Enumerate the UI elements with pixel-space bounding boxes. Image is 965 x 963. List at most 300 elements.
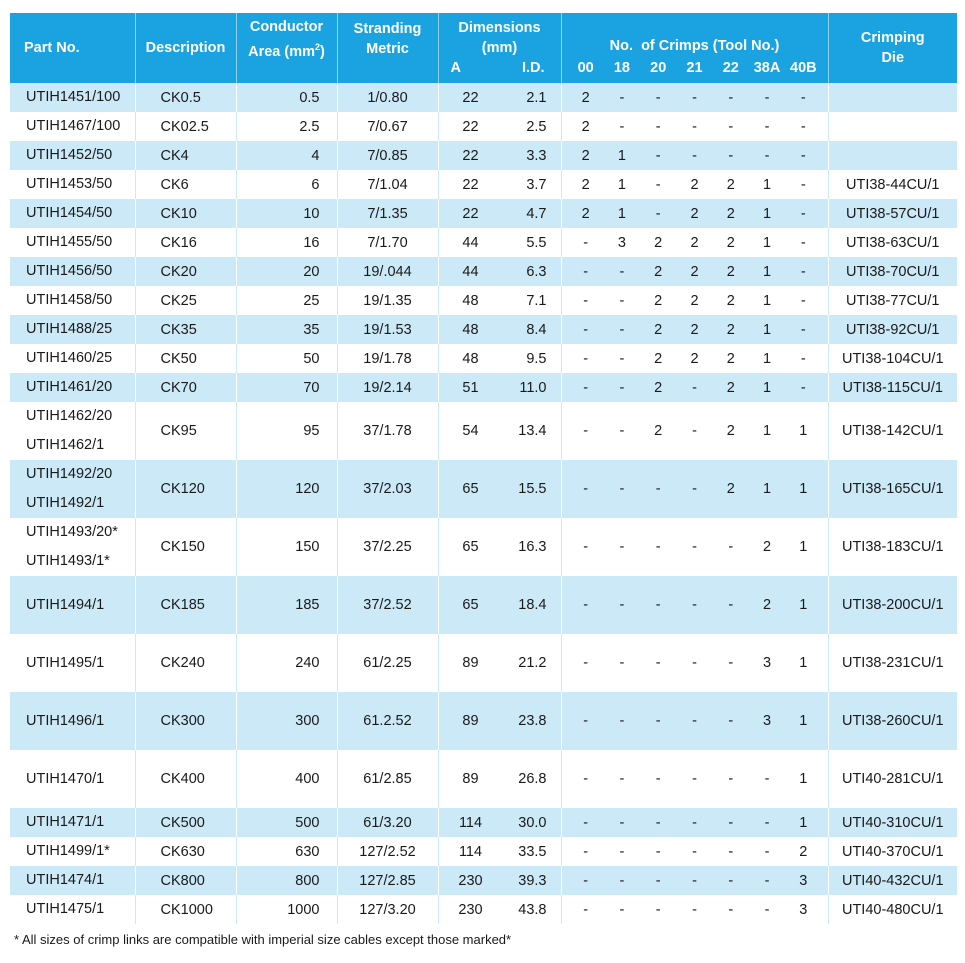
crimp-count-40b: - [800,205,806,222]
part-number: UTIH1458/50 [26,292,113,308]
crimp-count-38a: 1 [763,321,772,338]
crimping-die-cell: UTI40-432CU/1 [828,866,957,895]
crimp-count-21: - [692,379,697,396]
description-cell: CK300 [135,692,236,750]
part-number: UTIH1470/1 [26,770,105,787]
crimp-count-18: - [619,713,625,729]
conductor-area-cell: 70 [236,373,337,402]
dimension-id: 30.0 [518,814,547,831]
crimps-cell [561,170,828,199]
crimp-link-table [10,13,957,924]
crimp-count-22: 2 [726,481,735,497]
crimp-count-20: 2 [654,292,663,309]
crimp-count-22: - [728,814,734,831]
conductor-area-cell: 16 [236,228,337,257]
crimp-count-00: - [583,539,589,555]
dimensions-cell [438,315,561,344]
crimp-count-40b: 1 [799,597,808,613]
part-number-cell [10,402,135,460]
description-cell: CK02.5 [135,112,236,141]
crimp-count-38a: 1 [763,350,772,367]
dimension-id: 21.2 [518,655,547,671]
crimp-count-21: - [692,655,697,671]
crimp-count-22: - [728,843,734,860]
dimensions-cell [438,257,561,286]
crimp-count-18: - [619,350,625,367]
crimps-cell [561,866,828,895]
description-cell: CK0.5 [135,83,236,112]
crimping-die-cell: UTI40-281CU/1 [828,750,957,808]
part-number-cell [10,199,135,228]
dimension-id: 33.5 [518,843,547,860]
part-number-cell [10,257,135,286]
crimp-count-00: 2 [581,205,590,222]
crimping-die-cell [828,141,957,170]
crimps-cell [561,286,828,315]
crimp-count-18: - [619,379,625,396]
description-cell: CK120 [135,460,236,518]
crimping-die-cell [828,112,957,141]
part-number: UTIH1495/1 [26,654,105,671]
part-number: UTIH1492/1 [26,495,105,511]
part-number: UTIH1475/1 [26,901,105,917]
description-cell: CK50 [135,344,236,373]
header-dimensions-line2: (mm) [481,40,518,56]
crimps-cell [561,83,828,112]
crimps-cell [561,402,828,460]
crimp-count-22: - [728,872,734,889]
crimp-count-21: 2 [690,350,699,367]
crimp-count-22: 2 [726,176,735,193]
table-row [10,518,957,576]
crimp-count-38a: 3 [763,655,772,671]
description-cell: CK6 [135,170,236,199]
crimp-count-20: - [655,205,661,222]
table-row [10,402,957,460]
dimension-id: 26.8 [518,771,547,787]
dimensions-cell [438,228,561,257]
crimp-count-38a: - [764,872,770,889]
crimp-count-22: - [728,771,734,787]
crimps-cell [561,808,828,837]
table-row [10,866,957,895]
crimp-count-38a: 1 [763,234,772,251]
dimension-a: 22 [462,147,479,164]
dimension-a: 48 [462,321,479,338]
header-tool-40b: 40B [790,60,817,76]
crimp-count-22: 2 [726,205,735,222]
stranding-cell: 7/1.04 [337,170,438,199]
header-dim-id: I.D. [521,60,545,76]
crimps-cell [561,634,828,692]
header-conductor-line1: Conductor [249,18,324,35]
crimps-cell [561,460,828,518]
part-number: UTIH1462/1 [26,437,105,453]
crimp-count-38a: 1 [763,205,772,222]
crimp-count-20: - [655,147,661,164]
dimensions-cell [438,692,561,750]
crimp-count-40b: 3 [799,901,808,918]
crimp-count-20: - [655,89,661,106]
header-tool-38a: 38A [753,60,781,76]
header-conductor-close: ) [320,43,325,60]
part-number: UTIH1460/25 [26,350,113,366]
header-tool-20: 20 [650,60,667,76]
crimp-count-40b: 1 [799,655,808,671]
conductor-area-cell: 400 [236,750,337,808]
crimp-count-40b: - [800,89,806,106]
crimp-count-21: 2 [690,176,699,193]
description-cell: CK500 [135,808,236,837]
crimp-count-18: - [619,292,625,309]
crimp-count-22: - [728,655,734,671]
crimp-count-18: - [619,321,625,338]
crimp-count-21: - [692,118,697,135]
dimensions-cell [438,373,561,402]
crimping-die-cell: UTI38-104CU/1 [828,344,957,373]
description-cell: CK800 [135,866,236,895]
dimension-a: 89 [462,713,479,729]
header-tool-00: 00 [577,60,594,76]
part-number: UTIH1453/50 [26,176,113,192]
crimping-die-cell: UTI38-44CU/1 [828,170,957,199]
crimp-count-40b: 2 [799,843,808,860]
crimp-count-22: 2 [726,263,735,280]
crimp-count-40b: - [800,263,806,280]
description-cell: CK25 [135,286,236,315]
crimp-count-20: - [655,713,661,729]
conductor-area-cell: 120 [236,460,337,518]
crimp-count-38a: - [764,901,770,918]
crimp-count-38a: - [764,843,770,860]
dimension-id: 39.3 [518,872,547,889]
crimp-count-22: - [728,118,734,135]
crimps-cell [561,141,828,170]
crimp-count-21: 2 [690,263,699,280]
crimp-count-18: - [619,423,625,439]
stranding-cell: 61/2.25 [337,634,438,692]
crimp-count-00: - [583,379,589,396]
table-row [10,112,957,141]
crimp-count-20: 2 [654,263,663,280]
description-cell: CK35 [135,315,236,344]
crimp-count-40b: 1 [799,814,808,831]
crimp-count-21: - [692,872,697,889]
crimp-count-20: - [655,118,661,135]
dimension-id: 6.3 [526,263,547,280]
crimp-count-38a: 1 [763,263,772,280]
crimp-count-00: - [583,843,589,860]
dimensions-cell [438,286,561,315]
part-number: UTIH1451/100 [26,89,121,105]
dimensions-cell [438,460,561,518]
crimp-count-40b: 3 [799,872,808,889]
conductor-area-cell: 300 [236,692,337,750]
crimp-count-18: - [619,118,625,135]
crimp-count-22: 2 [726,350,735,367]
table-row [10,228,957,257]
dimensions-cell [438,83,561,112]
crimp-count-18: - [619,814,625,831]
crimp-count-00: - [583,292,589,309]
dimension-id: 16.3 [518,539,547,555]
crimps-cell [561,112,828,141]
crimp-count-18: 1 [617,176,626,193]
description-cell: CK150 [135,518,236,576]
table-row [10,837,957,866]
table-row [10,83,957,112]
part-number: UTIH1492/20 [26,466,113,482]
crimp-count-22: 2 [726,321,735,338]
crimps-cell [561,837,828,866]
header-die-line2: Die [881,50,905,66]
dimension-a: 89 [462,655,479,671]
conductor-area-cell: 25 [236,286,337,315]
crimp-count-38a: 3 [763,713,772,729]
description-cell: CK95 [135,402,236,460]
crimping-die-cell [828,83,957,112]
table-row [10,895,957,924]
conductor-area-cell: 1000 [236,895,337,924]
dimensions-cell [438,112,561,141]
part-number: UTIH1488/25 [26,321,113,337]
part-number-cell [10,373,135,402]
crimp-count-22: - [728,89,734,106]
crimp-count-18: - [619,481,625,497]
dimension-a: 48 [462,292,479,309]
part-number: UTIH1494/1 [26,596,105,613]
crimp-count-21: - [692,481,697,497]
crimp-count-38a: - [764,771,770,787]
crimp-count-38a: - [764,118,770,135]
crimp-count-20: - [655,872,661,889]
part-number: UTIH1499/1* [26,843,110,859]
dimension-id: 3.7 [526,176,547,193]
crimp-count-18: - [619,89,625,106]
part-number-cell [10,895,135,924]
crimp-count-40b: - [800,379,806,396]
crimp-count-18: 1 [617,205,626,222]
crimping-die-cell: UTI40-480CU/1 [828,895,957,924]
crimp-count-00: - [583,901,589,918]
crimping-die-cell: UTI40-370CU/1 [828,837,957,866]
crimp-count-00: - [583,814,589,831]
crimp-count-40b: - [800,234,806,251]
crimping-die-cell: UTI38-57CU/1 [828,199,957,228]
crimping-die-cell: UTI38-115CU/1 [828,373,957,402]
dimensions-cell [438,808,561,837]
dimension-a: 22 [462,176,479,193]
crimp-count-22: 2 [726,379,735,396]
crimp-link-table-container [10,13,957,924]
part-number-cell [10,518,135,576]
crimp-count-22: 2 [726,423,735,439]
dimension-id: 13.4 [518,423,547,439]
crimp-count-20: - [655,481,661,497]
dimensions-cell [438,634,561,692]
dimension-id: 5.5 [526,234,547,251]
crimp-count-22: 2 [726,292,735,309]
part-number: UTIH1456/50 [26,263,113,279]
conductor-area-cell: 0.5 [236,83,337,112]
crimping-die-cell: UTI38-63CU/1 [828,228,957,257]
part-number-cell [10,692,135,750]
crimps-cell [561,750,828,808]
conductor-area-cell: 500 [236,808,337,837]
crimp-count-21: - [692,597,697,613]
dimension-id: 2.1 [526,89,547,106]
crimp-count-20: 2 [654,234,663,251]
part-number: UTIH1461/20 [26,379,113,395]
dimensions-cell [438,895,561,924]
crimps-cell [561,373,828,402]
dimension-a: 89 [462,771,479,787]
dimensions-cell [438,402,561,460]
dimension-a: 114 [458,814,483,831]
conductor-area-cell: 35 [236,315,337,344]
crimp-count-00: - [583,655,589,671]
crimping-die-cell: UTI38-70CU/1 [828,257,957,286]
description-cell: CK240 [135,634,236,692]
crimping-die-cell: UTI38-165CU/1 [828,460,957,518]
crimp-count-40b: 1 [799,481,808,497]
part-number: UTIH1462/20 [26,408,113,424]
crimp-count-00: 2 [581,176,590,193]
crimp-count-00: - [583,321,589,338]
crimps-cell [561,315,828,344]
table-row [10,286,957,315]
crimp-count-38a: 1 [763,481,772,497]
dimension-id: 2.5 [526,118,547,135]
table-row [10,692,957,750]
crimps-cell [561,344,828,373]
dimension-id: 4.7 [526,205,547,222]
description-cell: CK630 [135,837,236,866]
dimensions-cell [438,141,561,170]
part-number-cell [10,83,135,112]
header-conductor-text: Area (mm [248,43,316,60]
dimensions-cell [438,866,561,895]
description-cell: CK185 [135,576,236,634]
table-row [10,373,957,402]
description-cell: CK16 [135,228,236,257]
part-number: UTIH1474/1 [26,872,105,888]
table-row [10,576,957,634]
conductor-area-cell: 240 [236,634,337,692]
header-dimensions [438,13,561,83]
crimp-count-18: - [619,843,625,860]
conductor-area-cell: 20 [236,257,337,286]
crimp-count-40b: - [800,147,806,164]
crimp-count-00: - [583,872,589,889]
crimps-cell [561,518,828,576]
header-tool-21: 21 [686,60,703,76]
crimp-count-40b: 1 [799,423,808,439]
dimensions-cell [438,837,561,866]
crimp-count-40b: - [800,118,806,135]
crimp-count-21: - [692,89,697,106]
crimps-cell [561,895,828,924]
header-conductor-area [236,13,337,83]
crimps-cell [561,692,828,750]
crimp-count-18: - [619,655,625,671]
part-number: UTIH1455/50 [26,234,113,250]
crimp-count-40b: - [800,321,806,338]
header-conductor-sup: 2 [315,41,321,52]
stranding-cell: 19/1.35 [337,286,438,315]
part-number: UTIH1493/20* [26,524,118,540]
header-conductor-line2 [237,37,337,62]
part-number: UTIH1467/100 [26,118,121,134]
stranding-cell: 127/2.52 [337,837,438,866]
crimp-count-18: - [619,263,625,280]
crimp-count-22: - [728,713,734,729]
crimp-count-20: - [655,814,661,831]
crimp-count-20: 2 [654,379,663,396]
table-row [10,344,957,373]
crimp-count-22: - [728,901,734,918]
stranding-cell: 127/2.85 [337,866,438,895]
dimension-a: 44 [462,263,479,280]
dimension-a: 65 [462,597,479,613]
dimensions-cell [438,518,561,576]
stranding-cell: 37/2.03 [337,460,438,518]
crimp-count-21: - [692,147,697,164]
description-cell: CK10 [135,199,236,228]
dimension-a: 48 [462,350,479,367]
crimp-count-40b: - [800,292,806,309]
part-number-cell [10,315,135,344]
dimension-a: 114 [458,843,483,860]
part-number-cell [10,460,135,518]
footnote: * All sizes of crimp links are compatible with imperial size cables except those marked* [14,932,512,947]
dimension-a: 22 [462,205,479,222]
dimension-id: 43.8 [518,901,547,918]
dimension-id: 23.8 [518,713,547,729]
dimension-a: 22 [462,118,479,135]
stranding-cell: 19/2.14 [337,373,438,402]
part-number: UTIH1493/1* [26,553,110,569]
conductor-area-cell: 4 [236,141,337,170]
part-number-cell [10,634,135,692]
crimp-count-20: 2 [654,423,663,439]
header-tool-22: 22 [722,60,739,76]
stranding-cell: 61.2.52 [337,692,438,750]
crimp-count-00: - [583,481,589,497]
description-cell: CK70 [135,373,236,402]
crimp-count-00: 2 [581,118,590,135]
header-die-line1: Crimping [860,30,925,46]
stranding-cell: 37/2.52 [337,576,438,634]
conductor-area-cell: 10 [236,199,337,228]
crimp-count-00: - [583,713,589,729]
crimp-count-21: 2 [690,234,699,251]
header-crimps-title: No. of Crimps (Tool No.) [609,38,780,54]
table-body [10,83,957,924]
table-row [10,170,957,199]
table-row [10,634,957,692]
table-row [10,460,957,518]
crimp-count-21: - [692,423,697,439]
description-cell: CK400 [135,750,236,808]
dimension-a: 230 [458,901,483,918]
crimp-count-38a: - [764,89,770,106]
crimps-cell [561,228,828,257]
header-crimping-die [828,13,957,83]
crimp-count-00: - [583,263,589,280]
header-dimensions-line1: Dimensions [458,20,541,36]
part-number-cell [10,344,135,373]
